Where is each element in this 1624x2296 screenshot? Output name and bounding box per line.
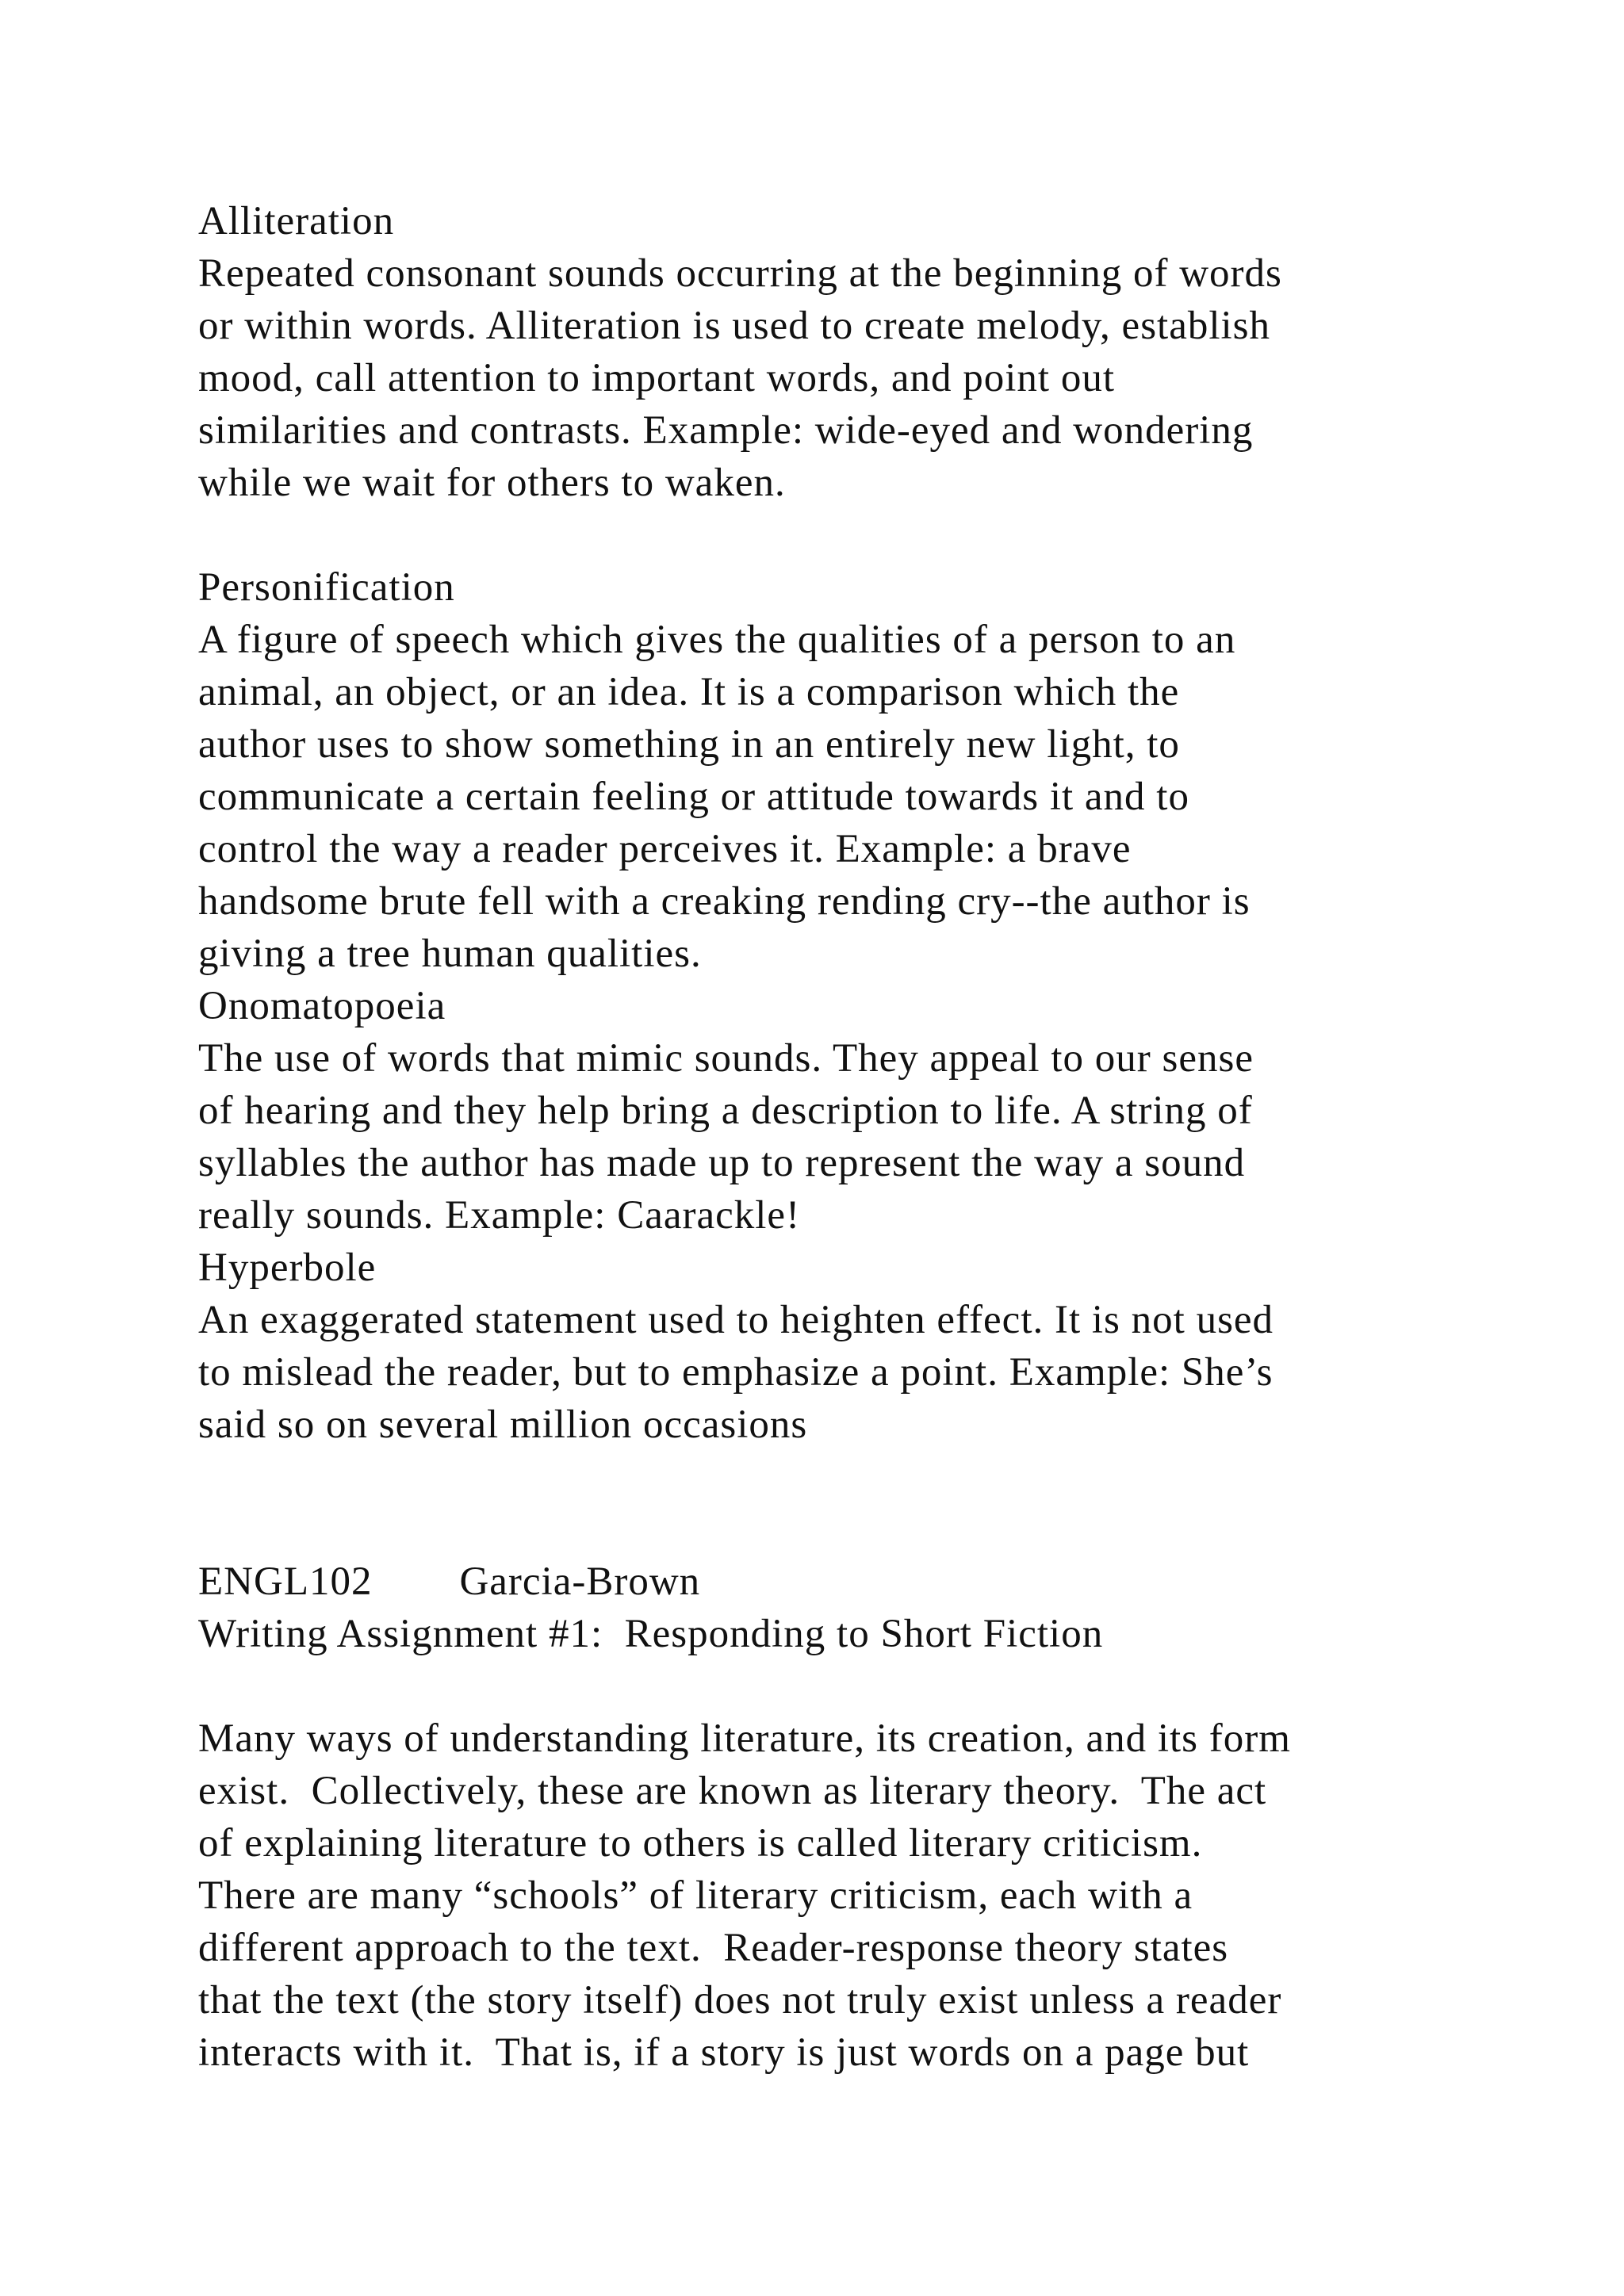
spacer: [198, 509, 1499, 561]
paragraph-line: of explaining literature to others is called literary criticism.: [198, 1821, 1203, 1866]
spacer: [198, 1451, 1499, 1556]
paragraph-line: different approach to the text. Reader-response theory states: [198, 1926, 1229, 1970]
paragraph-line: that the text (the story itself) does not truly exist unless a reader: [198, 1978, 1282, 2022]
definition-line: communicate a certain feeling or attitude towards it and to: [198, 775, 1189, 819]
definition-line: A figure of speech which gives the qualities of a person to an: [198, 618, 1236, 662]
definition-line: while we wait for others to waken.: [198, 461, 786, 505]
definition-line: to mislead the reader, but to emphasize a point. Example: She’s: [198, 1350, 1274, 1395]
paragraph-line: exist. Collectively, these are known as literary theory. The act: [198, 1769, 1267, 1813]
assignment-title: Writing Assignment #1: Responding to Short Fiction: [198, 1612, 1104, 1656]
definition-line: giving a tree human qualities.: [198, 932, 702, 976]
definition-line: Repeated consonant sounds occurring at the beginning of words: [198, 251, 1282, 296]
definition-line: really sounds. Example: Caarackle!: [198, 1193, 801, 1238]
definition-line: animal, an object, or an idea. It is a comparison which the: [198, 670, 1180, 714]
definition-line: or within words. Alliteration is used to create melody, establish: [198, 304, 1271, 348]
paragraph-line: Many ways of understanding literature, its creation, and its form: [198, 1716, 1291, 1761]
paragraph-line: interacts with it. That is, if a story is just words on a page but: [198, 2030, 1250, 2075]
term-heading-hyperbole: Hyperbole: [198, 1246, 377, 1290]
definition-line: of hearing and they help bring a description to life. A string of: [198, 1089, 1253, 1133]
definition-line: syllables the author has made up to represent the way a sound: [198, 1141, 1246, 1185]
definition-line: The use of words that mimic sounds. They appeal to our sense: [198, 1036, 1254, 1081]
definition-line: control the way a reader perceives it. Example: a brave: [198, 827, 1132, 871]
definition-line: author uses to show something in an entirely new light, to: [198, 722, 1180, 767]
definition-line: mood, call attention to important words, and point out: [198, 356, 1116, 400]
term-heading-alliteration: Alliteration: [198, 199, 395, 243]
spacer: [198, 1660, 1499, 1712]
definition-line: similarities and contrasts. Example: wide-eyed and wondering: [198, 408, 1254, 453]
definition-line: An exaggerated statement used to heighten effect. It is not used: [198, 1298, 1274, 1342]
course-line: ENGL102 Garcia-Brown: [198, 1559, 701, 1604]
definition-line: said so on several million occasions: [198, 1402, 808, 1447]
term-heading-onomatopoeia: Onomatopoeia: [198, 984, 446, 1028]
definition-line: handsome brute fell with a creaking rending cry--the author is: [198, 879, 1251, 924]
document-body: [198, 195, 1499, 2079]
paragraph-line: There are many “schools” of literary criticism, each with a: [198, 1873, 1193, 1918]
term-heading-personification: Personification: [198, 565, 455, 610]
